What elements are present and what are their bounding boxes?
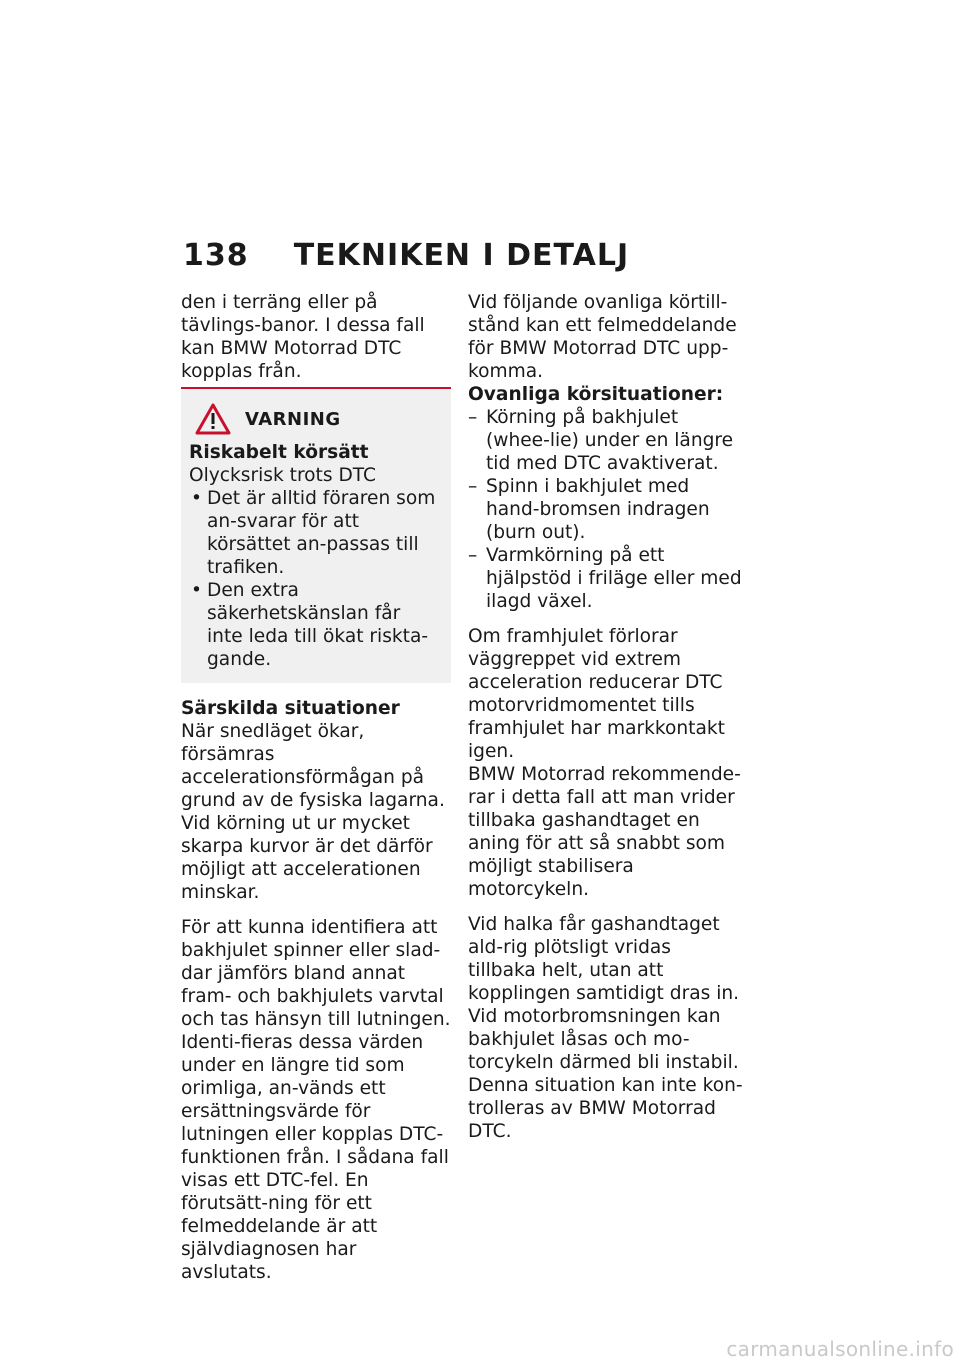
- list-title: Ovanliga körsituationer:: [468, 384, 724, 405]
- warning-subheading: Olycksrisk trots DTC: [189, 465, 377, 486]
- list-item: – Spinn i bakhjulet med hand-bromsen indragen (burn out).: [468, 475, 743, 544]
- left-paragraph-1: När snedläget ökar, försämras accelerationsförmågan på grund av de fysiska lagarna. Vid körning ut ur mycket skarpa kurvor är det därför möjligt att accelerationen minskar.: [181, 721, 445, 903]
- right-paragraph-2: BMW Motorrad rekommende-rar i detta fall att man vrider tillbaka gashandtaget en aning för att så snabbt som möjligt stabilisera motorcykeln.: [468, 764, 741, 900]
- right-column: [468, 291, 743, 1155]
- warning-bullets: [189, 487, 441, 671]
- warning-triangle-icon: [195, 403, 231, 435]
- right-paragraph-1: Om framhjulet förlorar väggreppet vid extrem acceleration reducerar DTC motorvridmomentet tills framhjulet har markkontakt igen.: [468, 626, 725, 762]
- warning-title: VARNING: [245, 408, 341, 430]
- section-title: Särskilda situationer: [181, 698, 400, 719]
- left-column: [181, 291, 451, 1296]
- right-paragraph-3: Vid halka får gashandtaget ald-rig plötsligt vridas tillbaka helt, utan att kopplingen samtidigt dras in. Vid motorbromsningen kan bakhjulet låsas och mo-torcykeln därmed bli instabil. Denna situation kan inte kon-trolleras av BMW Motorrad DTC.: [468, 914, 743, 1142]
- watermark: carmanualsonline.info: [726, 1337, 954, 1361]
- list-item: – Körning på bakhjulet (whee-lie) under en längre tid med DTC avaktiverat.: [468, 406, 743, 475]
- left-intro: den i terräng eller på tävlings-banor. I dessa fall kan BMW Motorrad DTC kopplas från.: [181, 292, 425, 382]
- warning-header: [189, 403, 441, 435]
- warning-bullet: • Det är alltid föraren som an-svarar för att körsättet an-passas till trafiken.: [189, 487, 441, 579]
- list-item: – Varmkörning på ett hjälpstöd i friläge eller med ilagd växel.: [468, 544, 743, 613]
- warning-heading: Riskabelt körsätt: [189, 442, 369, 463]
- chapter-title: TEKNIKEN I DETALJ: [293, 238, 630, 273]
- page-number: 138: [183, 238, 249, 273]
- page-header: [183, 238, 629, 273]
- warning-bullet: • Den extra säkerhetskänslan får inte leda till ökat riskta-gande.: [189, 579, 441, 671]
- left-paragraph-2: För att kunna identifiera att bakhjulet spinner eller slad-dar jämförs bland annat fram- och bakhjulets varvtal och tas hänsyn till lutningen. Identi-fieras dessa värden under en längre tid som orimliga, an-vänds ett ersättningsvärde för lutningen eller kopplas DTC-funktionen från. I sådana fall visas ett DTC-fel. En förutsätt-ning för ett felmeddelande är att självdiagnosen har avslutats.: [181, 917, 451, 1283]
- warning-box: [181, 389, 451, 683]
- situations-list: [468, 406, 743, 613]
- right-intro: Vid följande ovanliga körtill-stånd kan ett felmeddelande för BMW Motorrad DTC upp-komma.: [468, 292, 737, 382]
